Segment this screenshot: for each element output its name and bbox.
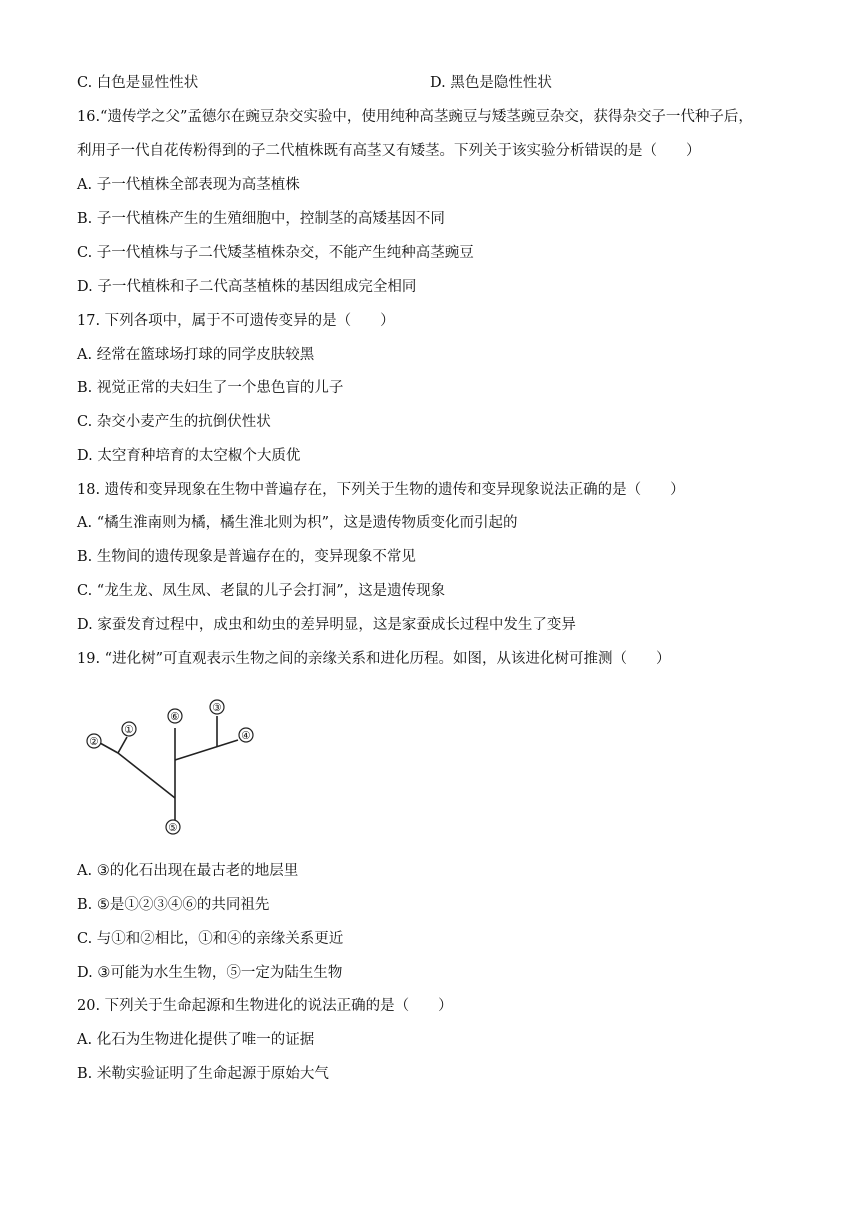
q18-stem: 18. 遗传和变异现象在生物中普遍存在，下列关于生物的遗传和变异现象说法正确的是（ ） bbox=[77, 482, 685, 498]
tree-node-2-label: ② bbox=[89, 736, 99, 748]
tree-branch-2-line bbox=[100, 743, 118, 753]
tree-node-3-label: ③ bbox=[212, 702, 222, 714]
tree-node-5-label: ⑤ bbox=[168, 822, 178, 834]
tree-node-6-label: ⑥ bbox=[170, 711, 180, 723]
q19-stem: 19. “进化树”可直观表示生物之间的亲缘关系和进化历程。如图，从该进化树可推测（ ） bbox=[77, 651, 671, 667]
q17-option-a: A. 经常在篮球场打球的同学皮肤较黑 bbox=[77, 347, 315, 363]
q20-stem: 20. 下列关于生命起源和生物进化的说法正确的是（ ） bbox=[77, 998, 453, 1014]
q16-option-a: A. 子一代植株全部表现为高茎植株 bbox=[77, 177, 300, 193]
prev-option-d: D. 黑色是隐性性状 bbox=[430, 75, 552, 91]
q20-option-b: B. 米勒实验证明了生命起源于原始大气 bbox=[77, 1066, 329, 1082]
q19-option-b: B. ⑤是①②③④⑥的共同祖先 bbox=[77, 897, 270, 913]
q17-option-d: D. 太空育种培育的太空椒个大质优 bbox=[77, 448, 301, 464]
q17-option-c: C. 杂交小麦产生的抗倒伏性状 bbox=[77, 414, 271, 430]
q18-option-c: C. “龙生龙、凤生凤、老鼠的儿子会打洞”，这是遗传现象 bbox=[77, 583, 446, 599]
q16-stem-line2: 利用子一代自花传粉得到的子二代植株既有高茎又有矮茎。下列关于该实验分析错误的是（ ） bbox=[77, 143, 701, 159]
q16-option-b: B. 子一代植株产生的生殖细胞中，控制茎的高矮基因不同 bbox=[77, 211, 445, 227]
q17-stem: 17. 下列各项中，属于不可遗传变异的是（ ） bbox=[77, 313, 395, 329]
q18-option-d: D. 家蚕发育过程中，成虫和幼虫的差异明显，这是家蚕成长过程中发生了变异 bbox=[77, 617, 576, 633]
q16-stem-line1: 16.“遗传学之父”孟德尔在豌豆杂交实验中，使用纯种高茎豌豆与矮茎豌豆杂交，获得杂交子一代种子后， bbox=[77, 109, 753, 125]
q19-option-d: D. ③可能为水生生物，⑤一定为陆生生物 bbox=[77, 965, 343, 981]
q19-option-a: A. ③的化石出现在最古老的地层里 bbox=[77, 863, 299, 879]
q20-option-a: A. 化石为生物进化提供了唯一的证据 bbox=[77, 1032, 315, 1048]
q16-option-d: D. 子一代植株和子二代高茎植株的基因组成完全相同 bbox=[77, 279, 417, 295]
tree-branch-1-line bbox=[118, 737, 127, 753]
q16-option-c: C. 子一代植株与子二代矮茎植株杂交，不能产生纯种高茎豌豆 bbox=[77, 245, 474, 261]
tree-node-1-label: ① bbox=[124, 724, 134, 736]
tree-right-branch-line bbox=[175, 740, 238, 760]
prev-option-c: C. 白色是显性性状 bbox=[77, 75, 199, 91]
evolution-tree-diagram bbox=[80, 695, 260, 840]
q18-option-a: A. “橘生淮南则为橘，橘生淮北则为枳”，这是遗传物质变化而引起的 bbox=[77, 515, 518, 531]
q18-option-b: B. 生物间的遗传现象是普遍存在的，变异现象不常见 bbox=[77, 549, 416, 565]
q19-option-c: C. 与①和②相比，①和④的亲缘关系更近 bbox=[77, 931, 344, 947]
q17-option-b: B. 视觉正常的夫妇生了一个患色盲的儿子 bbox=[77, 380, 344, 396]
tree-left-branch-line bbox=[118, 753, 175, 798]
tree-node-4-label: ④ bbox=[241, 730, 251, 742]
